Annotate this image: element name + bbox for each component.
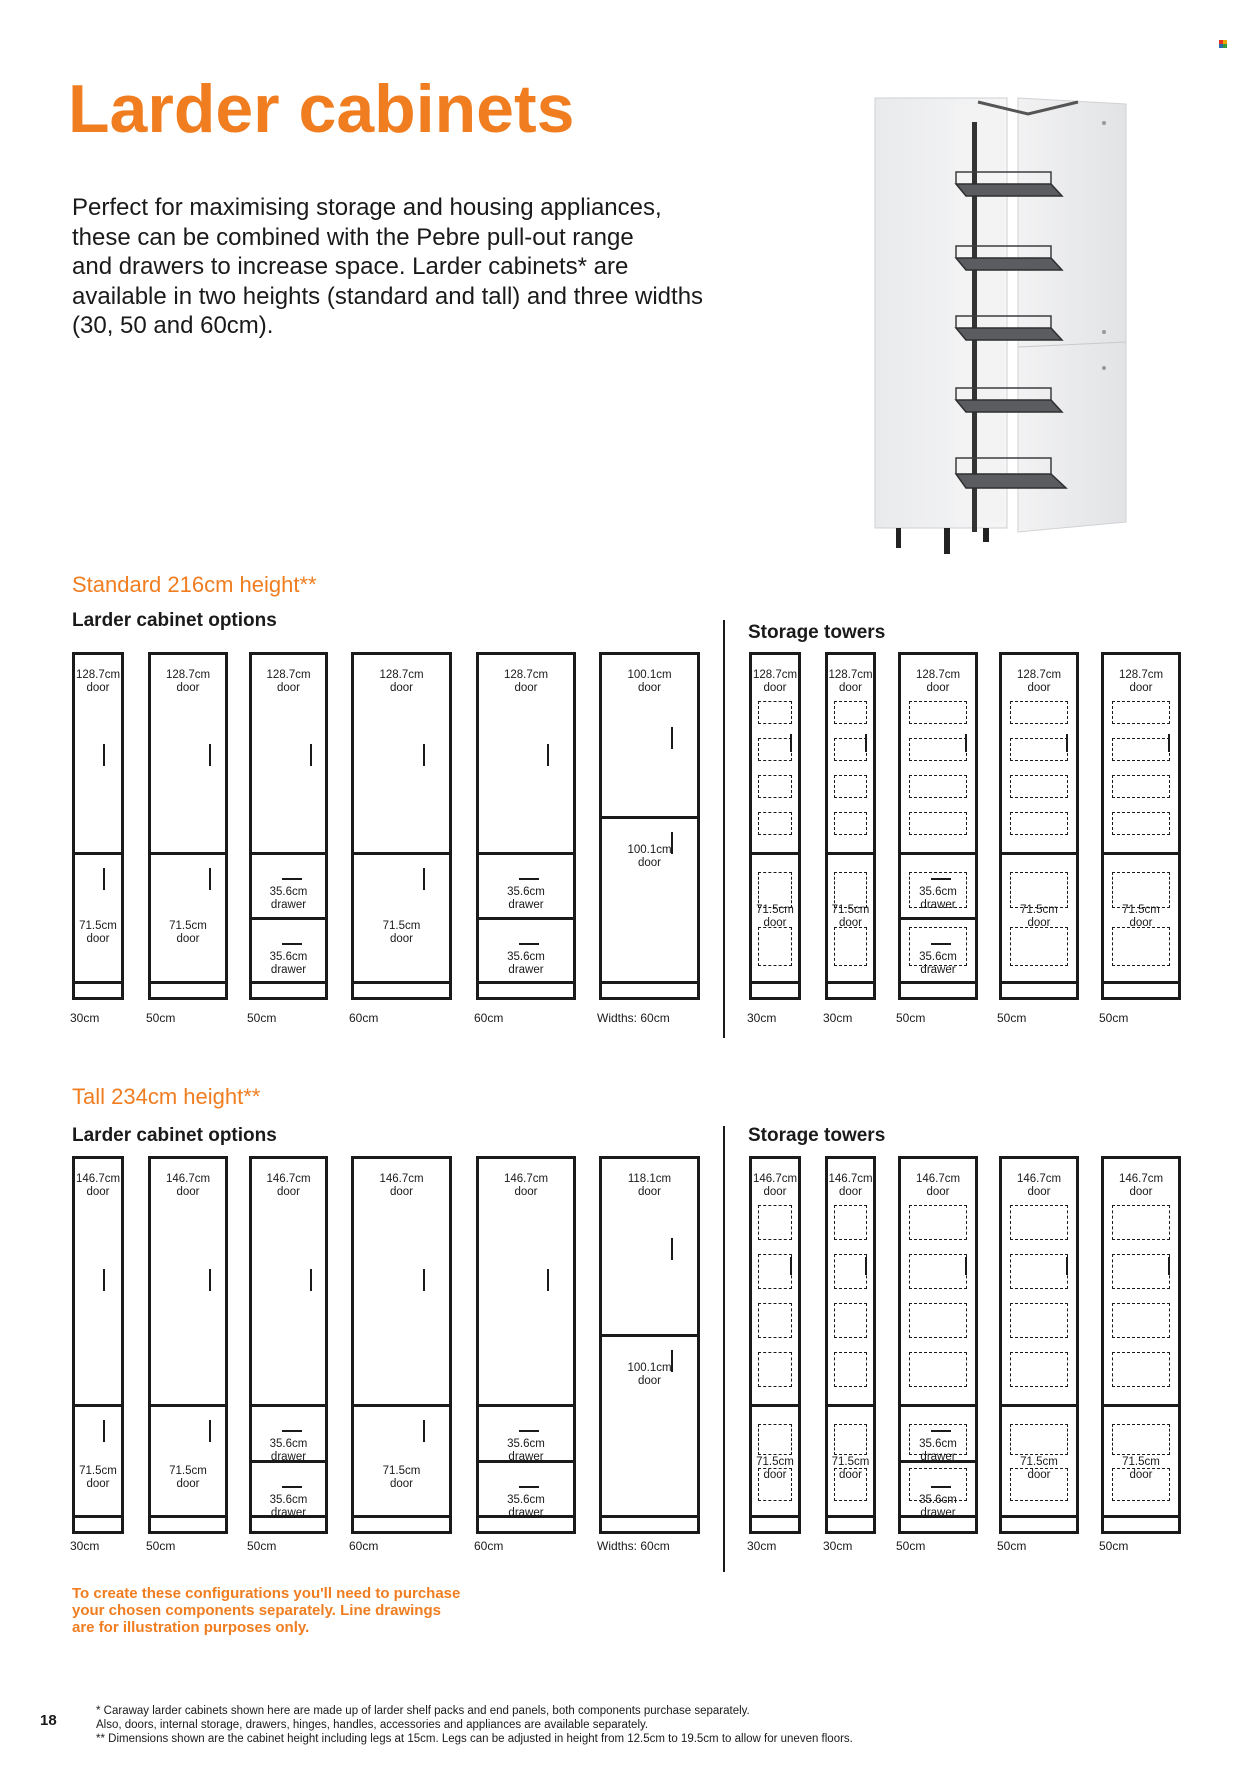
storage-tower-drawing xyxy=(999,652,1079,1000)
drawer-label: 35.6cm drawer xyxy=(919,951,957,976)
internal-drawer-outline xyxy=(834,1468,867,1501)
handle-icon xyxy=(671,1238,673,1260)
door-split-line xyxy=(752,852,798,855)
drawer-label: 35.6cm drawer xyxy=(269,1494,308,1519)
internal-drawer-outline xyxy=(758,1205,792,1240)
handle-icon xyxy=(519,1486,539,1488)
internal-drawer-outline xyxy=(758,1303,792,1338)
internal-drawer-outline xyxy=(834,701,867,724)
top-door-label: 128.7cm door xyxy=(1016,669,1062,694)
width-label: 30cm xyxy=(70,1011,100,1025)
door-split-line xyxy=(354,1404,449,1407)
internal-drawer-outline xyxy=(758,927,792,966)
bottom-door-label: 71.5cm door xyxy=(169,1465,207,1490)
width-label: 60cm xyxy=(349,1539,379,1553)
handle-icon xyxy=(1066,734,1068,752)
internal-drawer-outline xyxy=(834,1424,867,1455)
handle-icon xyxy=(282,1486,302,1488)
internal-drawer-outline xyxy=(909,812,967,835)
top-door-label: 146.7cm door xyxy=(75,1173,121,1198)
top-door-label: 146.7cm door xyxy=(915,1173,961,1198)
handle-icon xyxy=(209,1420,211,1442)
width-label: 60cm xyxy=(474,1011,504,1025)
internal-drawer-outline xyxy=(909,1254,967,1289)
handle-icon xyxy=(209,868,211,890)
internal-drawer-outline xyxy=(909,701,967,724)
plinth-line xyxy=(828,1515,873,1518)
tall-towers-heading: Storage towers xyxy=(748,1125,886,1146)
page-number: 18 xyxy=(40,1712,57,1729)
handle-icon xyxy=(790,734,792,752)
bottom-door-label: 71.5cm door xyxy=(79,1465,117,1490)
handle-icon xyxy=(282,943,302,945)
door-split-line xyxy=(901,852,975,855)
handle-icon xyxy=(671,727,673,749)
larder-cabinet-drawing xyxy=(599,1156,700,1534)
storage-tower-drawing xyxy=(898,1156,978,1534)
internal-drawer-outline xyxy=(1010,872,1068,908)
width-label: 60cm xyxy=(474,1539,504,1553)
width-label: 50cm xyxy=(1099,1539,1129,1553)
top-door-label: 128.7cm door xyxy=(915,669,961,694)
handle-icon xyxy=(865,1257,867,1275)
internal-drawer-outline xyxy=(1112,738,1170,761)
internal-drawer-outline xyxy=(1010,1468,1068,1501)
top-door-label: 128.7cm door xyxy=(266,669,311,694)
drawer-label: 35.6cm drawer xyxy=(919,1438,957,1463)
internal-drawer-outline xyxy=(909,1303,967,1338)
drawer-split-line xyxy=(479,917,573,920)
standard-larder-heading: Larder cabinet options xyxy=(72,610,277,631)
drawer-label: 35.6cm drawer xyxy=(919,886,957,911)
larder-cabinet-drawing xyxy=(249,1156,328,1534)
storage-tower-drawing xyxy=(749,652,801,1000)
top-door-label: 128.7cm door xyxy=(75,669,121,694)
top-door-label: 146.7cm door xyxy=(828,1173,873,1198)
plinth-line xyxy=(602,981,697,984)
internal-drawer-outline xyxy=(1010,1303,1068,1338)
brand-logo-icon xyxy=(1219,35,1227,43)
plinth-line xyxy=(75,981,121,984)
handle-icon xyxy=(423,744,425,766)
plinth-line xyxy=(354,981,449,984)
storage-tower-drawing xyxy=(1101,1156,1181,1534)
handle-icon xyxy=(310,744,312,766)
standard-towers-heading: Storage towers xyxy=(748,622,886,643)
bottom-door-label: 71.5cm door xyxy=(756,1456,794,1481)
larder-cabinet-drawing xyxy=(476,1156,576,1534)
internal-drawer-outline xyxy=(909,1468,967,1501)
internal-drawer-outline xyxy=(909,738,967,761)
internal-drawer-outline xyxy=(1112,1352,1170,1387)
width-label: 30cm xyxy=(70,1539,100,1553)
door-split-line xyxy=(252,852,325,855)
width-label: 30cm xyxy=(747,1011,777,1025)
internal-drawer-outline xyxy=(909,1205,967,1240)
door-split-line xyxy=(75,852,121,855)
drawer-split-line xyxy=(901,917,975,920)
plinth-line xyxy=(901,981,975,984)
plinth-line xyxy=(1002,1515,1076,1518)
internal-drawer-outline xyxy=(909,1424,967,1455)
drawer-label: 35.6cm drawer xyxy=(269,886,308,911)
door-split-line xyxy=(75,1404,121,1407)
larder-cabinet-photo xyxy=(868,92,1128,562)
width-label: 50cm xyxy=(997,1539,1027,1553)
internal-drawer-outline xyxy=(1010,812,1068,835)
door-split-line xyxy=(828,852,873,855)
handle-icon xyxy=(310,1269,312,1291)
footnotes: * Caraway larder cabinets shown here are made up of larder shelf packs and end panels, both components purchase separately. Also, doors, internal storage, drawers, hinges, handles, accessories and appliances are available separately. ** Dimensions shown are the cabinet height including legs at 15cm. Legs can be adjusted in height from 12.5cm to 19.5cm to allow for uneven floors. xyxy=(96,1705,853,1745)
handle-icon xyxy=(519,1430,539,1432)
door-split-line xyxy=(479,852,573,855)
handle-icon xyxy=(103,1269,105,1291)
plinth-line xyxy=(828,981,873,984)
plinth-line xyxy=(1104,1515,1178,1518)
handle-icon xyxy=(103,1420,105,1442)
top-door-label: 146.7cm door xyxy=(165,1173,211,1198)
top-door-label: 146.7cm door xyxy=(1118,1173,1164,1198)
bottom-door-label: 100.1cm door xyxy=(627,844,672,869)
plinth-line xyxy=(1104,981,1178,984)
internal-drawer-outline xyxy=(1112,1254,1170,1289)
width-label: 50cm xyxy=(997,1011,1027,1025)
larder-cabinet-drawing xyxy=(599,652,700,1000)
width-label: 50cm xyxy=(1099,1011,1129,1025)
internal-drawer-outline xyxy=(909,872,967,908)
internal-drawer-outline xyxy=(1010,701,1068,724)
width-label: Widths: 60cm xyxy=(597,1011,670,1025)
door-split-line xyxy=(1104,852,1178,855)
internal-drawer-outline xyxy=(834,1205,867,1240)
internal-drawer-outline xyxy=(834,812,867,835)
bottom-door-label: 71.5cm door xyxy=(382,920,421,945)
door-split-line xyxy=(252,1404,325,1407)
width-label: 60cm xyxy=(349,1011,379,1025)
internal-drawer-outline xyxy=(758,775,792,798)
internal-drawer-outline xyxy=(834,927,867,966)
internal-drawer-outline xyxy=(834,1303,867,1338)
handle-icon xyxy=(103,744,105,766)
plinth-line xyxy=(1002,981,1076,984)
plinth-line xyxy=(752,1515,798,1518)
width-label: 50cm xyxy=(247,1539,277,1553)
drawer-label: 35.6cm drawer xyxy=(507,1438,545,1463)
storage-tower-drawing xyxy=(1101,652,1181,1000)
internal-drawer-outline xyxy=(909,775,967,798)
larder-cabinet-drawing xyxy=(72,652,124,1000)
door-split-line xyxy=(752,1404,798,1407)
handle-icon xyxy=(209,1269,211,1291)
door-split-line xyxy=(151,1404,225,1407)
handle-icon xyxy=(423,868,425,890)
internal-drawer-outline xyxy=(1112,775,1170,798)
handle-icon xyxy=(423,1420,425,1442)
internal-drawer-outline xyxy=(1112,1205,1170,1240)
handle-icon xyxy=(209,744,211,766)
internal-drawer-outline xyxy=(758,701,792,724)
section-divider xyxy=(723,620,725,1038)
width-label: 50cm xyxy=(247,1011,277,1025)
top-door-label: 128.7cm door xyxy=(1118,669,1164,694)
internal-drawer-outline xyxy=(758,812,792,835)
internal-drawer-outline xyxy=(758,1424,792,1455)
door-split-line xyxy=(354,852,449,855)
standard-height-heading: Standard 216cm height** xyxy=(72,572,317,597)
internal-drawer-outline xyxy=(1112,927,1170,966)
top-door-label: 146.7cm door xyxy=(379,1173,424,1198)
top-door-label: 146.7cm door xyxy=(266,1173,311,1198)
handle-icon xyxy=(1066,1257,1068,1275)
width-label: 50cm xyxy=(896,1539,926,1553)
handle-icon xyxy=(1168,734,1170,752)
plinth-line xyxy=(75,1515,121,1518)
drawer-label: 35.6cm drawer xyxy=(919,1494,957,1519)
internal-drawer-outline xyxy=(1010,738,1068,761)
internal-drawer-outline xyxy=(758,1468,792,1501)
door-split-line xyxy=(1002,1404,1076,1407)
handle-icon xyxy=(865,734,867,752)
bottom-door-label: 71.5cm door xyxy=(382,1465,421,1490)
internal-drawer-outline xyxy=(834,872,867,908)
internal-drawer-outline xyxy=(1010,1352,1068,1387)
internal-drawer-outline xyxy=(1112,1468,1170,1501)
top-door-label: 100.1cm door xyxy=(627,669,672,694)
top-door-label: 146.7cm door xyxy=(752,1173,798,1198)
internal-drawer-outline xyxy=(1112,812,1170,835)
bottom-door-label: 100.1cm door xyxy=(627,1362,672,1387)
internal-drawer-outline xyxy=(909,927,967,966)
bottom-door-label: 71.5cm door xyxy=(1020,1456,1058,1481)
configuration-note: To create these configurations you'll need to purchase your chosen components separately. Line drawings are for illustration purposes only. xyxy=(72,1585,461,1636)
top-door-label: 128.7cm door xyxy=(503,669,549,694)
internal-drawer-outline xyxy=(758,738,792,761)
storage-tower-drawing xyxy=(825,652,876,1000)
internal-drawer-outline xyxy=(758,872,792,908)
section-divider xyxy=(723,1126,725,1572)
top-door-label: 128.7cm door xyxy=(752,669,798,694)
door-split-line xyxy=(151,852,225,855)
plinth-line xyxy=(602,1515,697,1518)
storage-tower-drawing xyxy=(825,1156,876,1534)
door-split-line xyxy=(828,1404,873,1407)
top-door-label: 128.7cm door xyxy=(165,669,211,694)
door-split-line xyxy=(479,1404,573,1407)
width-label: 50cm xyxy=(146,1011,176,1025)
bottom-door-label: 71.5cm door xyxy=(831,904,870,929)
plinth-line xyxy=(252,981,325,984)
top-door-label: 146.7cm door xyxy=(503,1173,549,1198)
door-split-line xyxy=(1104,1404,1178,1407)
handle-icon xyxy=(547,744,549,766)
internal-drawer-outline xyxy=(834,1254,867,1289)
top-door-label: 128.7cm door xyxy=(828,669,873,694)
internal-drawer-outline xyxy=(834,1352,867,1387)
door-split-line xyxy=(602,1334,697,1337)
width-label: 50cm xyxy=(896,1011,926,1025)
drawer-label: 35.6cm drawer xyxy=(269,1438,308,1463)
bottom-door-label: 71.5cm door xyxy=(1122,1456,1160,1481)
plinth-line xyxy=(354,1515,449,1518)
width-label: 30cm xyxy=(747,1539,777,1553)
internal-drawer-outline xyxy=(1010,1254,1068,1289)
internal-drawer-outline xyxy=(1010,775,1068,798)
plinth-line xyxy=(151,981,225,984)
bottom-door-label: 71.5cm door xyxy=(1020,904,1058,929)
internal-drawer-outline xyxy=(758,1352,792,1387)
internal-drawer-outline xyxy=(834,775,867,798)
bottom-door-label: 71.5cm door xyxy=(1122,904,1160,929)
handle-icon xyxy=(519,878,539,880)
intro-text: Perfect for maximising storage and housing appliances, these can be combined with the Pebre pull-out range and drawers to increase space. Larder cabinets* are available in two heights (standard and tall) and three widths (30, 50 and 60cm). xyxy=(72,194,704,339)
bottom-door-label: 71.5cm door xyxy=(756,904,794,929)
drawer-label: 35.6cm drawer xyxy=(507,886,545,911)
internal-drawer-outline xyxy=(1112,872,1170,908)
internal-drawer-outline xyxy=(1112,1424,1170,1455)
top-door-label: 128.7cm door xyxy=(379,669,424,694)
handle-icon xyxy=(423,1269,425,1291)
larder-cabinet-drawing xyxy=(148,1156,228,1534)
storage-tower-drawing xyxy=(898,652,978,1000)
bottom-door-label: 71.5cm door xyxy=(831,1456,870,1481)
width-label: 30cm xyxy=(823,1011,853,1025)
drawer-label: 35.6cm drawer xyxy=(507,951,545,976)
width-label: 50cm xyxy=(146,1539,176,1553)
storage-tower-drawing xyxy=(749,1156,801,1534)
handle-icon xyxy=(965,734,967,752)
handle-icon xyxy=(965,1257,967,1275)
larder-cabinet-drawing xyxy=(148,652,228,1000)
internal-drawer-outline xyxy=(758,1254,792,1289)
larder-cabinet-drawing xyxy=(476,652,576,1000)
handle-icon xyxy=(282,1430,302,1432)
internal-drawer-outline xyxy=(834,738,867,761)
internal-drawer-outline xyxy=(909,1352,967,1387)
handle-icon xyxy=(790,1257,792,1275)
door-split-line xyxy=(1002,852,1076,855)
handle-icon xyxy=(282,878,302,880)
drawer-label: 35.6cm drawer xyxy=(269,951,308,976)
bottom-door-label: 71.5cm door xyxy=(79,920,117,945)
tall-larder-heading: Larder cabinet options xyxy=(72,1125,277,1146)
internal-drawer-outline xyxy=(1010,1205,1068,1240)
bottom-door-label: 71.5cm door xyxy=(169,920,207,945)
tall-height-heading: Tall 234cm height** xyxy=(72,1084,261,1109)
width-label: 30cm xyxy=(823,1539,853,1553)
plinth-line xyxy=(752,981,798,984)
door-split-line xyxy=(901,1404,975,1407)
width-label: Widths: 60cm xyxy=(597,1539,670,1553)
larder-cabinet-drawing xyxy=(72,1156,124,1534)
top-door-label: 146.7cm door xyxy=(1016,1173,1062,1198)
handle-icon xyxy=(519,943,539,945)
handle-icon xyxy=(547,1269,549,1291)
plinth-line xyxy=(479,981,573,984)
internal-drawer-outline xyxy=(1010,1424,1068,1455)
handle-icon xyxy=(103,868,105,890)
handle-icon xyxy=(1168,1257,1170,1275)
top-door-label: 118.1cm door xyxy=(627,1173,672,1198)
internal-drawer-outline xyxy=(1010,927,1068,966)
page-title: Larder cabinets xyxy=(68,71,575,147)
plinth-line xyxy=(151,1515,225,1518)
internal-drawer-outline xyxy=(1112,1303,1170,1338)
internal-drawer-outline xyxy=(1112,701,1170,724)
larder-cabinet-drawing xyxy=(351,1156,452,1534)
larder-cabinet-drawing xyxy=(249,652,328,1000)
door-split-line xyxy=(602,816,697,819)
drawer-label: 35.6cm drawer xyxy=(507,1494,545,1519)
storage-tower-drawing xyxy=(999,1156,1079,1534)
larder-cabinet-drawing xyxy=(351,652,452,1000)
drawer-split-line xyxy=(252,917,325,920)
